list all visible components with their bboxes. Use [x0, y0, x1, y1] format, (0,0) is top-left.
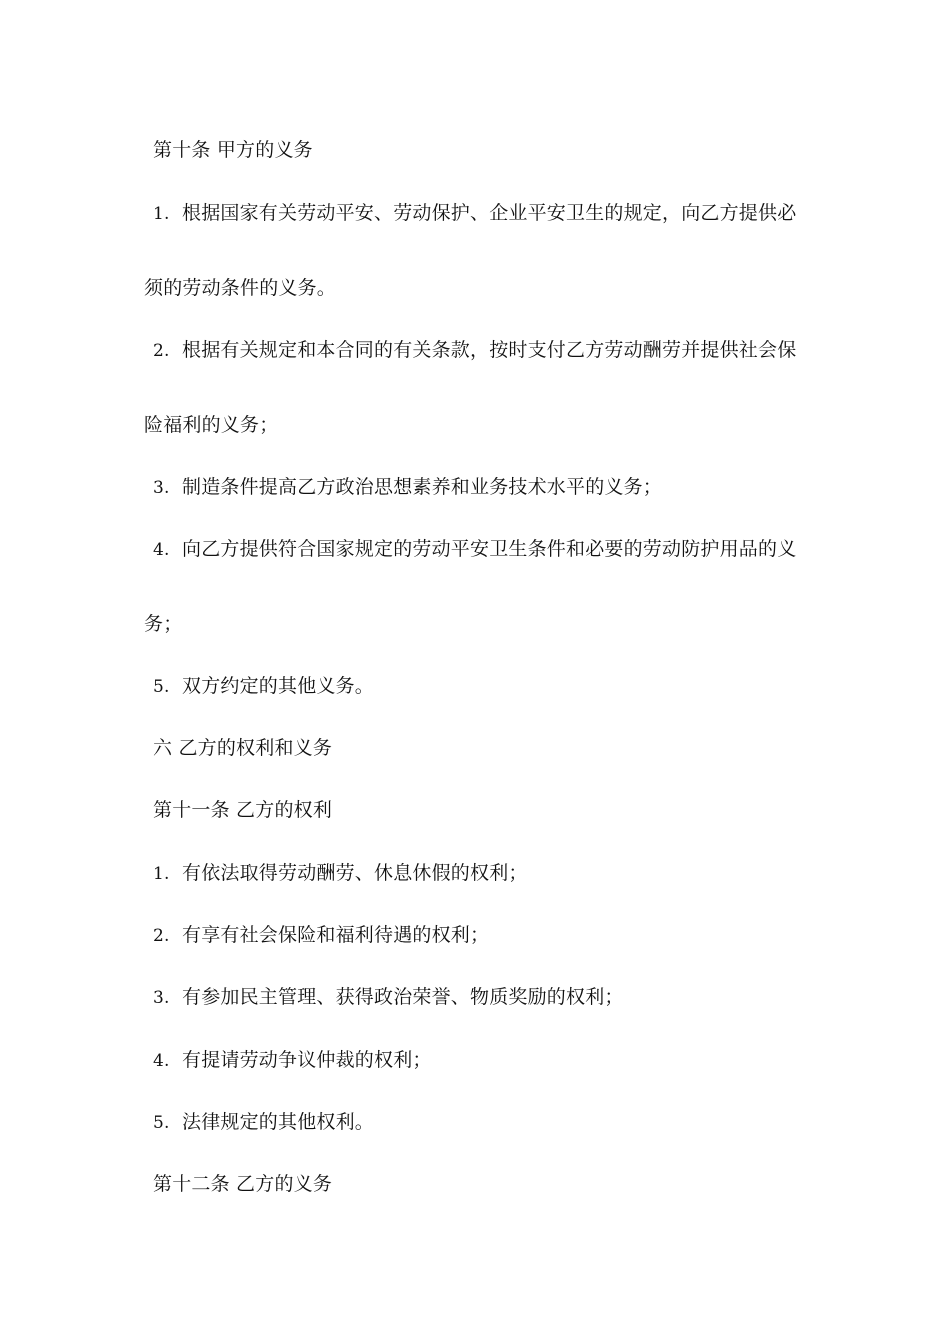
item-text: 双方约定的其他义务。 — [182, 675, 375, 697]
item-text: 有提请劳动争议仲裁的权利； — [182, 1049, 432, 1071]
item-text: 制造条件提高乙方政治思想素养和业务技术水平的义务； — [182, 476, 663, 498]
item-number: 3. — [153, 478, 170, 498]
item-number: 1. — [153, 204, 170, 224]
item-text: 法律规定的其他权利。 — [182, 1111, 375, 1133]
list-item-article11-2 — [153, 923, 489, 948]
item-number: 2. — [153, 926, 170, 946]
item-number: 4. — [153, 1051, 170, 1071]
item-number: 3. — [153, 988, 170, 1008]
list-item-article10-5 — [153, 674, 374, 699]
item-continuation: 须的劳动条件的义务。 — [144, 277, 337, 299]
item-number: 5. — [153, 677, 170, 697]
section-6-heading: 六 乙方的权利和义务 — [153, 737, 333, 759]
item-continuation: 险福利的义务； — [144, 414, 279, 436]
article-10-heading: 第十条 甲方的义务 — [153, 139, 313, 161]
item-text: 根据国家有关劳动平安、劳动保护、企业平安卫生的规定，向乙方提供必 — [182, 202, 797, 224]
list-item-article10-2 — [153, 338, 796, 363]
article-11-heading: 第十一条 乙方的权利 — [153, 799, 333, 821]
list-item-article11-1 — [153, 861, 528, 886]
item-continuation: 务； — [144, 613, 183, 635]
item-text: 有参加民主管理、获得政治荣誉、物质奖励的权利； — [182, 986, 624, 1008]
item-number: 1. — [153, 864, 170, 884]
item-text: 根据有关规定和本合同的有关条款，按时支付乙方劳动酬劳并提供社会保 — [182, 339, 797, 361]
list-item-article10-4 — [153, 537, 796, 562]
list-item-article11-5 — [153, 1110, 374, 1135]
item-number: 5. — [153, 1113, 170, 1133]
item-text: 向乙方提供符合国家规定的劳动平安卫生条件和必要的劳动防护用品的义 — [182, 538, 797, 560]
item-text: 有享有社会保险和福利待遇的权利； — [182, 924, 490, 946]
item-number: 2. — [153, 341, 170, 361]
item-text: 有依法取得劳动酬劳、休息休假的权利； — [182, 862, 528, 884]
article-12-heading: 第十二条 乙方的义务 — [153, 1173, 333, 1195]
item-number: 4. — [153, 540, 170, 560]
list-item-article10-1 — [153, 201, 796, 226]
list-item-article11-3 — [153, 985, 624, 1010]
list-item-article11-4 — [153, 1048, 432, 1073]
list-item-article10-3 — [153, 475, 662, 500]
